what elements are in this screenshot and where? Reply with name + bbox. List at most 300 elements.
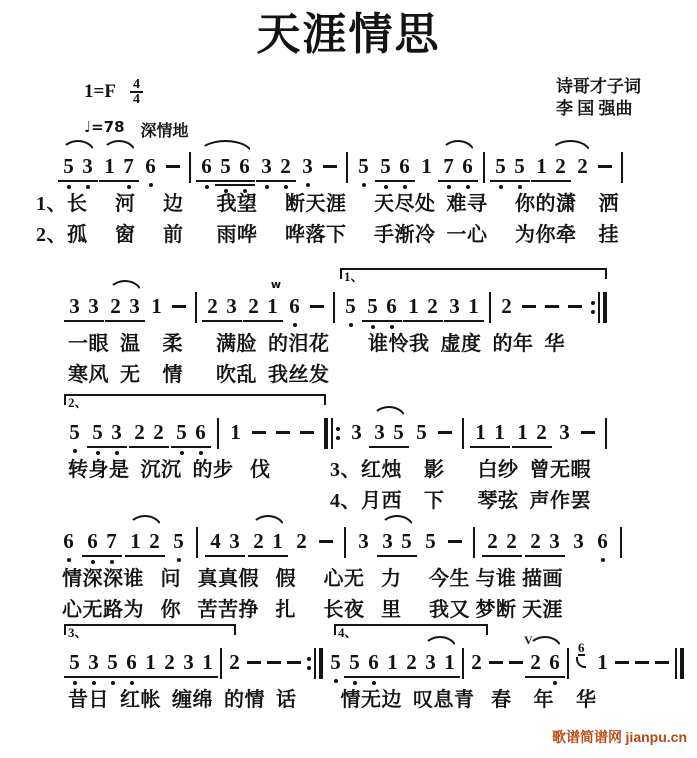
note-group bbox=[572, 529, 585, 555]
note-digit: 2 bbox=[535, 420, 548, 446]
octave-dot bbox=[466, 185, 470, 189]
beam-line bbox=[362, 320, 383, 322]
note-group bbox=[175, 420, 207, 446]
note-digit: 5 bbox=[513, 154, 526, 180]
volta-label: 4、 bbox=[338, 624, 358, 640]
lyric-text: 2、孤 窗 前 雨哗 哗落下 手渐冷 一心 为你牵 挂 bbox=[36, 223, 619, 246]
beam-line bbox=[267, 555, 288, 557]
octave-dot bbox=[353, 681, 357, 685]
note-digit: 5 bbox=[348, 650, 361, 676]
note-group bbox=[474, 420, 506, 446]
duration-dash bbox=[522, 305, 536, 308]
beam-line bbox=[77, 180, 98, 182]
beam-line bbox=[501, 555, 522, 557]
duration-dash bbox=[172, 305, 186, 308]
note-group bbox=[247, 277, 280, 320]
barline bbox=[462, 418, 464, 449]
octave-dot bbox=[349, 323, 353, 327]
slur-arc bbox=[251, 515, 285, 528]
repeat-end bbox=[307, 648, 323, 679]
note-digit: 3 bbox=[573, 528, 584, 553]
octave-dot bbox=[110, 560, 114, 564]
site-name: 歌谱简谱网 bbox=[552, 731, 623, 746]
note-group bbox=[91, 420, 123, 446]
duration-dash bbox=[247, 661, 261, 664]
slur-arc bbox=[372, 406, 406, 419]
beam-line bbox=[159, 676, 180, 678]
note-group bbox=[576, 154, 589, 180]
octave-dot bbox=[130, 681, 134, 685]
slur-arc bbox=[380, 515, 414, 528]
note-digit: 2 bbox=[554, 154, 567, 180]
meter-denominator: 4 bbox=[130, 91, 143, 106]
grace-note bbox=[575, 639, 590, 676]
beam-line bbox=[382, 676, 403, 678]
note-digit: 1 bbox=[443, 650, 456, 676]
beam-line bbox=[118, 180, 139, 182]
octave-dot bbox=[91, 560, 95, 564]
octave-dot bbox=[199, 451, 203, 455]
beam-line bbox=[544, 676, 565, 678]
note-digit: 1 bbox=[230, 419, 241, 444]
octave-dot bbox=[115, 451, 119, 455]
lyric-text: 转身是 沉沉 的步 伐 bbox=[68, 458, 271, 481]
note-digit: 3 bbox=[128, 294, 141, 320]
beam-line bbox=[196, 180, 217, 182]
octave-dot bbox=[403, 185, 407, 189]
octave-dot bbox=[390, 325, 394, 329]
barline bbox=[346, 152, 348, 183]
beam-line bbox=[275, 180, 296, 182]
music-system bbox=[0, 622, 697, 715]
note-digit: 2 bbox=[426, 294, 439, 320]
octave-dot bbox=[499, 185, 503, 189]
notation-area bbox=[0, 126, 697, 715]
composer-credit: 李 国 强曲 bbox=[556, 99, 633, 119]
note-digit: 6 bbox=[398, 154, 411, 180]
duration-dash bbox=[438, 431, 452, 434]
note-digit: 2 bbox=[529, 650, 542, 676]
barline-thick bbox=[680, 648, 684, 679]
beam-line bbox=[444, 320, 465, 322]
octave-dot bbox=[447, 185, 451, 189]
note-digit: 6 bbox=[385, 294, 398, 320]
note-group bbox=[68, 650, 100, 676]
duration-dash bbox=[655, 661, 669, 664]
duration-dash bbox=[300, 431, 314, 434]
octave-dot bbox=[384, 185, 388, 189]
beam-line bbox=[438, 180, 459, 182]
octave-dot bbox=[127, 185, 131, 189]
repeat-end bbox=[591, 292, 607, 323]
site-credit bbox=[552, 727, 687, 747]
note-digit: 2 bbox=[133, 420, 146, 446]
beam-line bbox=[531, 446, 552, 448]
note-digit: 5 bbox=[219, 154, 232, 180]
lyric-text: 情深深谁 问 真真假 假 心无 力 今生 与谁 描画 bbox=[62, 567, 563, 590]
beam-line bbox=[550, 180, 571, 182]
note-digit: 2 bbox=[247, 294, 260, 320]
duration-dash bbox=[598, 165, 612, 168]
barline-thin bbox=[314, 648, 316, 679]
barline bbox=[567, 648, 569, 679]
note-digit: 5 bbox=[329, 650, 342, 676]
note-group bbox=[424, 529, 437, 555]
note-group bbox=[329, 650, 342, 676]
repeat-dots bbox=[336, 418, 340, 449]
note-group bbox=[524, 632, 561, 676]
note-group bbox=[200, 154, 251, 180]
beam-line bbox=[525, 676, 546, 678]
note-digit: 2 bbox=[529, 529, 542, 555]
music-system bbox=[0, 266, 697, 390]
note-group bbox=[596, 650, 609, 676]
note-digit: 3 bbox=[260, 154, 273, 180]
note-digit: 5 bbox=[425, 528, 436, 553]
note-digit: 1 bbox=[129, 529, 142, 555]
barline bbox=[217, 418, 219, 449]
octave-dot bbox=[86, 185, 90, 189]
lyric-text: 心无路为 你 苦苦挣 扎 长夜 里 我又 梦断 天涯 bbox=[62, 598, 563, 621]
note-group bbox=[103, 154, 135, 180]
note-digit: 6 bbox=[86, 529, 99, 555]
octave-dot bbox=[334, 679, 338, 683]
note-digit: 3 bbox=[87, 650, 100, 676]
barline-thick bbox=[324, 418, 328, 449]
octave-dot bbox=[149, 183, 153, 187]
note-group bbox=[68, 420, 81, 446]
note-digit: 7 bbox=[442, 154, 455, 180]
octave-dot bbox=[293, 323, 297, 327]
beam-line bbox=[215, 180, 236, 182]
sheet-music-page bbox=[0, 10, 697, 758]
volta-label: 2、 bbox=[68, 394, 88, 410]
beam-line bbox=[121, 676, 142, 678]
note-digit: 7 bbox=[105, 529, 118, 555]
note-digit: 6 bbox=[200, 154, 213, 180]
note-digit: 3 bbox=[373, 420, 386, 446]
duration-dash bbox=[635, 661, 649, 664]
beam-line bbox=[202, 320, 223, 322]
note-digit: 1 bbox=[516, 420, 529, 446]
note-digit: 5 bbox=[344, 294, 357, 320]
note-digit: 2 bbox=[486, 529, 499, 555]
note-group bbox=[288, 294, 301, 320]
note-digit: 2 bbox=[163, 650, 176, 676]
note-digit: 3 bbox=[351, 419, 362, 444]
beam-line bbox=[344, 676, 365, 678]
note-group bbox=[494, 154, 526, 180]
beam-line bbox=[544, 555, 565, 557]
beam-line bbox=[463, 320, 484, 322]
note-group bbox=[133, 420, 165, 446]
note-group bbox=[379, 154, 411, 180]
beam-line bbox=[369, 446, 390, 448]
note-group bbox=[596, 529, 609, 555]
slur-arc bbox=[199, 140, 252, 153]
beam-line bbox=[420, 676, 441, 678]
beam-line bbox=[125, 555, 146, 557]
lyric-text: 1、长 河 边 我望 断天涯 天尽处 难寻 你的潇 洒 bbox=[36, 192, 619, 215]
note-digit: 3 bbox=[110, 420, 123, 446]
beam-line bbox=[99, 180, 120, 182]
note-group bbox=[129, 529, 161, 555]
time-signature bbox=[130, 78, 143, 106]
beam-line bbox=[248, 555, 269, 557]
repeat-dots bbox=[591, 292, 595, 323]
octave-dot bbox=[73, 449, 77, 453]
beam-line bbox=[363, 676, 384, 678]
beam-line bbox=[401, 676, 422, 678]
octave-dot bbox=[96, 451, 100, 455]
note-digit: 3 bbox=[182, 650, 195, 676]
duration-dash bbox=[323, 165, 337, 168]
barline bbox=[196, 527, 198, 558]
lyrics-row bbox=[0, 686, 697, 715]
duration-dash bbox=[319, 540, 333, 543]
octave-dot bbox=[67, 558, 71, 562]
note-digit: 2 bbox=[279, 154, 292, 180]
note-group bbox=[209, 529, 241, 555]
note-digit: 1 bbox=[407, 294, 420, 320]
octave-dot bbox=[73, 681, 77, 685]
note-digit: 5 bbox=[379, 154, 392, 180]
lyrics-row bbox=[0, 330, 697, 359]
beam-line bbox=[256, 180, 277, 182]
beam-line bbox=[82, 555, 103, 557]
note-digit: 1 bbox=[467, 294, 480, 320]
slur-arc bbox=[61, 140, 95, 153]
tempo-marking: ♩=78 bbox=[84, 118, 125, 136]
beam-line bbox=[377, 555, 398, 557]
note-group bbox=[344, 294, 357, 320]
notes-line bbox=[62, 501, 697, 555]
octave-dot bbox=[205, 185, 209, 189]
lyric-text: 3、红烛 影 白纱 曾无暇 bbox=[330, 458, 591, 481]
note-digit: 1 bbox=[103, 154, 116, 180]
barline bbox=[189, 152, 191, 183]
music-system bbox=[0, 126, 697, 250]
note-group bbox=[357, 529, 370, 555]
note-group bbox=[228, 650, 241, 676]
lyric-text: 寒风 无 情 吹乱 我丝发 bbox=[68, 363, 330, 386]
lyricist-credit: 诗哥才子词 bbox=[556, 77, 641, 96]
notes-line bbox=[68, 622, 697, 676]
beam-line bbox=[171, 446, 192, 448]
beam-line bbox=[525, 555, 546, 557]
meter-numerator: 4 bbox=[132, 77, 140, 92]
duration-dash bbox=[568, 305, 582, 308]
note-digit: 3 bbox=[225, 294, 238, 320]
note-group bbox=[448, 294, 480, 320]
note-group bbox=[144, 650, 176, 676]
note-digit: 3 bbox=[87, 294, 100, 320]
duration-dash bbox=[581, 431, 595, 434]
note-digit: 5 bbox=[416, 419, 427, 444]
duration-dash bbox=[545, 305, 559, 308]
volta-bracket bbox=[340, 268, 607, 284]
note-digit: 6 bbox=[367, 650, 380, 676]
repeat-start bbox=[324, 418, 340, 449]
note-group bbox=[68, 294, 100, 320]
note-digit: 5 bbox=[175, 420, 188, 446]
note-digit: 1 bbox=[386, 650, 399, 676]
duration-dash bbox=[267, 661, 281, 664]
beam-line bbox=[388, 446, 409, 448]
note-group bbox=[252, 529, 284, 555]
note-group bbox=[386, 650, 418, 676]
note-group bbox=[182, 650, 214, 676]
beam-line bbox=[422, 320, 443, 322]
note-digit: 1 bbox=[493, 420, 506, 446]
octave-dot bbox=[518, 185, 522, 189]
note-group bbox=[109, 294, 141, 320]
barline-thick bbox=[603, 292, 607, 323]
barline bbox=[473, 527, 475, 558]
volta-label: 3、 bbox=[68, 624, 88, 640]
lyric-text: 4、月西 下 琴弦 声作罢 bbox=[330, 489, 591, 512]
volta-bracket bbox=[334, 624, 488, 640]
slur-arc bbox=[423, 636, 457, 649]
note-group bbox=[381, 529, 413, 555]
beam-line bbox=[394, 180, 415, 182]
site-url-link[interactable]: jianpu.cn bbox=[625, 729, 687, 745]
beam-line bbox=[190, 446, 211, 448]
note-digit: 1 bbox=[597, 649, 608, 674]
beam-line bbox=[509, 180, 530, 182]
octave-dot bbox=[371, 325, 375, 329]
note-digit: 2 bbox=[296, 528, 307, 553]
volta-bracket bbox=[64, 624, 236, 640]
final-barline bbox=[675, 648, 684, 679]
note-digit: 5 bbox=[392, 420, 405, 446]
octave-dot bbox=[67, 185, 71, 189]
octave-dot bbox=[553, 681, 557, 685]
duration-dash bbox=[287, 661, 301, 664]
octave-dot bbox=[265, 185, 269, 189]
beam-line bbox=[178, 676, 199, 678]
note-group bbox=[348, 650, 380, 676]
note-digit: 5 bbox=[68, 650, 81, 676]
note-digit: 1 bbox=[201, 650, 214, 676]
octave-dot bbox=[372, 681, 376, 685]
duration-dash bbox=[252, 431, 266, 434]
lyrics-row bbox=[0, 221, 697, 250]
beam-line bbox=[87, 446, 108, 448]
note-digit: 1 bbox=[151, 293, 162, 318]
lyrics-row bbox=[0, 190, 697, 219]
barline bbox=[344, 527, 346, 558]
slur-arc bbox=[550, 140, 591, 153]
beam-line bbox=[224, 555, 245, 557]
beam-line bbox=[490, 180, 511, 182]
note-digit: 1 bbox=[535, 154, 548, 180]
song-title: 天涯情思 bbox=[256, 10, 441, 59]
duration-dash bbox=[166, 165, 180, 168]
note-digit: 5 bbox=[62, 154, 75, 180]
note-digit: 3 bbox=[228, 529, 241, 555]
barline-thin bbox=[598, 292, 600, 323]
expression-marking: 深情地 bbox=[140, 121, 189, 140]
beam-line bbox=[221, 320, 242, 322]
beam-line bbox=[381, 320, 402, 322]
note-digit: 1 bbox=[271, 529, 284, 555]
octave-dot bbox=[284, 185, 288, 189]
barline bbox=[220, 648, 222, 679]
barline bbox=[333, 292, 335, 323]
beam-line bbox=[129, 446, 150, 448]
note-digit: 3 bbox=[358, 528, 369, 553]
lyric-text: 昔日 红帐 缠绵 的情 话 情无边 叹息青 春 年 华 bbox=[68, 688, 597, 711]
volta-bracket bbox=[64, 394, 326, 410]
beam-line bbox=[83, 320, 104, 322]
beam-line bbox=[105, 320, 126, 322]
slur-arc bbox=[128, 515, 162, 528]
note-digit: 5 bbox=[494, 154, 507, 180]
note-group bbox=[350, 420, 363, 446]
beam-line bbox=[439, 676, 460, 678]
duration-dash bbox=[448, 540, 462, 543]
barline bbox=[195, 292, 197, 323]
note-group bbox=[470, 650, 483, 676]
note-group bbox=[357, 154, 370, 180]
beam-line bbox=[489, 446, 510, 448]
note-digit: 3 bbox=[81, 154, 94, 180]
note-digit: 3 bbox=[548, 529, 561, 555]
slur-arc bbox=[102, 140, 136, 153]
notes-line bbox=[68, 266, 697, 320]
note-digit: 1 bbox=[474, 420, 487, 446]
note-digit: 2 bbox=[405, 650, 418, 676]
repeat-dots bbox=[307, 648, 311, 679]
note-digit: 6 bbox=[596, 529, 609, 555]
lyric-text: 一眼 温 柔 满脸 的泪花 谁怜我 虚度 的年 华 bbox=[68, 332, 565, 355]
note-group bbox=[62, 154, 94, 180]
note-digit: 4 bbox=[209, 529, 222, 555]
music-system bbox=[0, 392, 697, 516]
note-digit: 3 bbox=[559, 419, 570, 444]
note-digit: 2 bbox=[471, 649, 482, 674]
note-group bbox=[516, 420, 548, 446]
note-digit: 5 bbox=[366, 294, 379, 320]
note-group bbox=[144, 154, 157, 180]
note-group bbox=[366, 294, 398, 320]
octave-dot bbox=[306, 183, 310, 187]
beam-line bbox=[102, 676, 123, 678]
note-group bbox=[172, 529, 185, 555]
barline bbox=[605, 418, 607, 449]
note-group bbox=[295, 529, 308, 555]
note-group bbox=[486, 529, 518, 555]
note-digit: 6 bbox=[461, 154, 474, 180]
note-digit: 5 bbox=[357, 154, 370, 180]
duration-dash bbox=[615, 661, 629, 664]
beam-line bbox=[106, 446, 127, 448]
music-system bbox=[0, 501, 697, 625]
mordent-mark: w bbox=[270, 277, 280, 291]
beam-line bbox=[197, 676, 218, 678]
note-group bbox=[150, 294, 163, 320]
note-digit: 3 bbox=[68, 294, 81, 320]
barline bbox=[620, 527, 622, 558]
note-group bbox=[260, 154, 292, 180]
barline bbox=[462, 648, 464, 679]
note-group bbox=[420, 154, 433, 180]
note-digit: 7 bbox=[122, 154, 135, 180]
note-group bbox=[535, 154, 567, 180]
beam-line bbox=[144, 555, 165, 557]
barline-thin bbox=[331, 418, 333, 449]
